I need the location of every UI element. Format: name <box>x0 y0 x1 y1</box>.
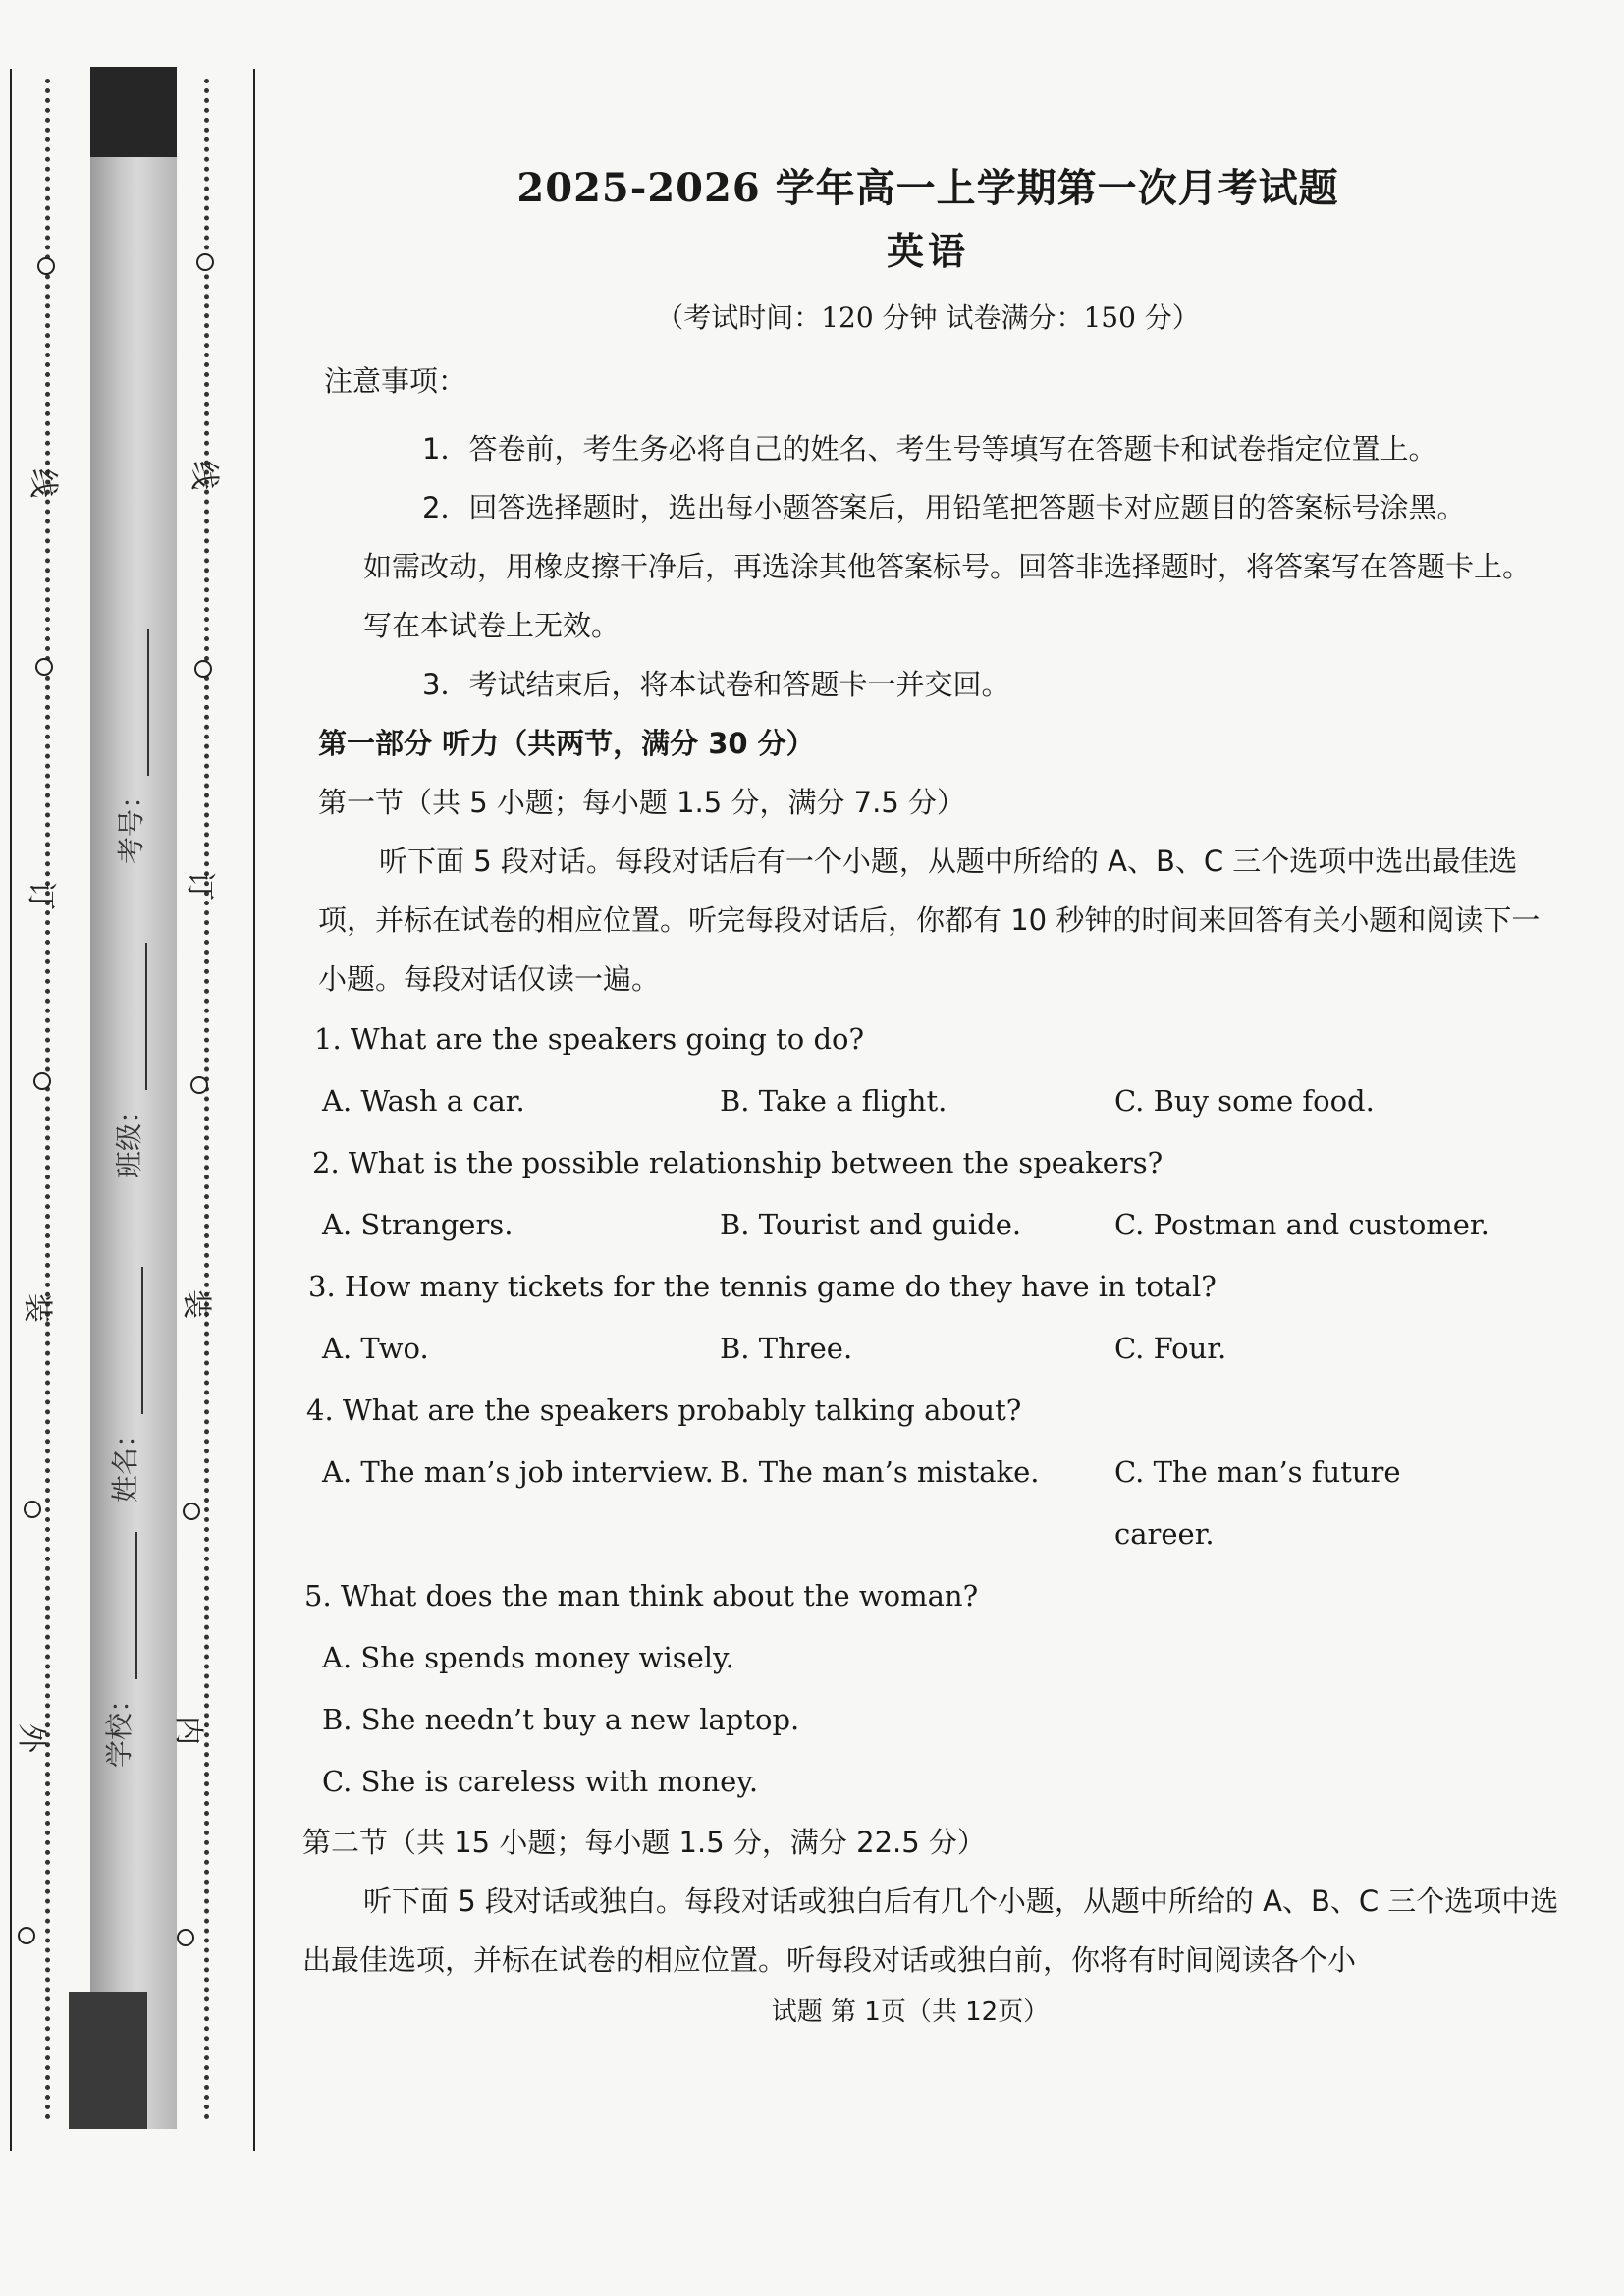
option-b[interactable]: B. Take a flight. <box>720 1084 947 1118</box>
outer-dotted-line <box>45 79 50 2121</box>
binding-hole-icon <box>35 658 53 676</box>
notice-item-2-end: 写在本试卷上无效。 <box>363 609 621 642</box>
notice-item-3: 3．考试结束后，将本试卷和答题卡一并交回。 <box>422 668 1010 701</box>
exam-number-field[interactable]: 考号： <box>110 629 149 864</box>
question-4 <box>295 1380 1561 1565</box>
strip-right-rule <box>253 69 255 2151</box>
exam-title: 2025-2026 学年高一上学期第一次月考试题 <box>516 165 1339 211</box>
option-a[interactable]: A. The man’s job interview. <box>322 1455 714 1489</box>
question-options <box>295 1318 1561 1380</box>
option-a[interactable]: A. Wash a car. <box>322 1084 525 1118</box>
option-b[interactable]: B. Tourist and guide. <box>720 1208 1022 1241</box>
school-field[interactable]: 学校： <box>98 1532 137 1768</box>
notice-heading: 注意事项： <box>324 364 467 398</box>
band-dark-top <box>90 67 177 157</box>
option-c[interactable]: C. The man’s future career. <box>1114 1455 1401 1551</box>
binding-hole-icon <box>37 257 55 275</box>
question-stem: 3. How many tickets for the tennis game do they have in total? <box>308 1270 1217 1303</box>
question-1 <box>295 1009 1561 1132</box>
inner-dotted-line <box>204 79 209 2121</box>
binding-hole-icon <box>194 660 212 678</box>
binding-mark-inner: 线 <box>187 461 221 490</box>
binding-hole-icon <box>190 1076 208 1094</box>
question-3 <box>295 1256 1561 1380</box>
question-options <box>295 1070 1561 1132</box>
binding-mark-outer: 装 <box>20 1293 54 1323</box>
binding-mark-inner: 订 <box>183 871 217 901</box>
name-field[interactable]: 姓名： <box>104 1267 143 1503</box>
exam-info: （考试时间：120 分钟 试卷满分：150 分） <box>656 301 1200 334</box>
binding-hole-icon <box>196 253 214 271</box>
notice-item-2: 2．回答选择题时，选出每小题答案后，用铅笔把答题卡对应题目的答案标号涂黑。 <box>422 491 1466 524</box>
option-a[interactable]: A. Strangers. <box>322 1208 514 1241</box>
binding-hole-icon <box>18 1927 35 1944</box>
option-c[interactable]: C. Buy some food. <box>1114 1084 1375 1118</box>
binding-hole-icon <box>33 1072 51 1090</box>
binding-strip <box>0 0 255 2296</box>
option-c[interactable]: C. Four. <box>1114 1332 1227 1365</box>
notice-item-1: 1．答卷前，考生务必将自己的姓名、考生号等填写在答题卡和试卷指定位置上。 <box>422 432 1437 465</box>
section1-heading: 第一节（共 5 小题；每小题 1.5 分，满分 7.5 分） <box>318 786 966 819</box>
part1-heading: 第一部分 听力（共两节，满分 30 分） <box>318 727 815 760</box>
section2-instructions: 听下面 5 段对话或独白。每段对话或独白后有几个小题，从题中所给的 A、B、C 三个选项中选出最佳选项，并标在试卷的相应位置。听每段对话或独白前，你将有时间阅读各个小 <box>302 1885 1559 1977</box>
option-c[interactable]: C. Postman and customer. <box>1114 1208 1489 1241</box>
question-options <box>295 1194 1561 1256</box>
exam-subject: 英语 <box>886 229 969 273</box>
strip-left-rule <box>10 69 12 2151</box>
option-a[interactable]: A. She spends money wisely. <box>322 1641 734 1674</box>
binding-hole-icon <box>183 1503 200 1520</box>
binding-hole-icon <box>24 1501 41 1518</box>
option-b[interactable]: B. She needn’t buy a new laptop. <box>322 1703 800 1736</box>
section1-instructions: 听下面 5 段对话。每段对话后有一个小题，从题中所给的 A、B、C 三个选项中选出最佳选项，并标在试卷的相应位置。听完每段对话后，你都有 10 秒钟的时间来回答有关小题和阅读下一小题。每段对话仅读一遍。 <box>318 845 1541 996</box>
binding-mark-outer: 外 <box>14 1723 48 1753</box>
binding-mark-inner: 内 <box>171 1716 205 1745</box>
page-footer <box>0 1992 1624 2028</box>
question-2 <box>295 1132 1561 1256</box>
binding-mark-outer: 订 <box>24 881 58 910</box>
question-5 <box>295 1565 1561 1813</box>
exam-content <box>295 157 1561 1990</box>
option-a[interactable]: A. Two. <box>322 1332 429 1365</box>
question-stem: 1. What are the speakers going to do? <box>314 1022 865 1056</box>
question-stem: 2. What is the possible relationship between the speakers? <box>312 1146 1164 1179</box>
option-b[interactable]: B. Three. <box>720 1332 853 1365</box>
option-b[interactable]: B. The man’s mistake. <box>720 1455 1040 1489</box>
notice-item-2-cont: 如需改动，用橡皮擦干净后，再选涂其他答案标号。回答非选择题时，将答案写在答题卡上。 <box>363 550 1532 583</box>
binding-mark-inner: 装 <box>179 1289 213 1319</box>
binding-hole-icon <box>177 1929 194 1946</box>
section2-heading: 第二节（共 15 小题；每小题 1.5 分，满分 22.5 分） <box>302 1826 986 1859</box>
class-field[interactable]: 班级： <box>108 943 147 1178</box>
question-options <box>295 1442 1561 1565</box>
option-c[interactable]: C. She is careless with money. <box>322 1765 759 1798</box>
binding-mark-outer: 线 <box>26 468 60 498</box>
question-stem: 4. What are the speakers probably talking about? <box>306 1394 1022 1427</box>
question-stem: 5. What does the man think about the woman? <box>304 1579 979 1613</box>
page-number: 试题 第 1页（共 12页） <box>771 1997 1050 2027</box>
